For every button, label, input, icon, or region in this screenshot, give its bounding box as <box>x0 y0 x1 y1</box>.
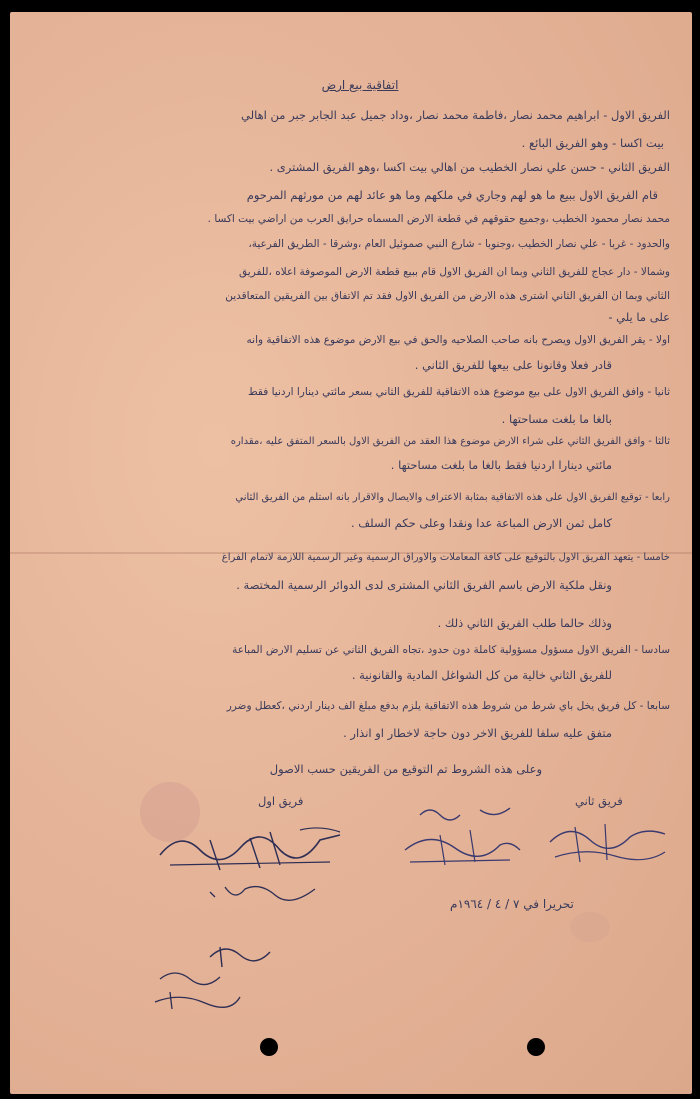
text-line: والحدود - غربا - علي نصار الخطيب ،وجنوبا - شارع النبي صموئيل العام ،وشرقا - الطريق الفرعية، <box>248 238 670 250</box>
text-line: متفق عليه سلفا للفريق الاخر دون حاجة لاخطار او انذار . <box>343 726 612 740</box>
text-line: على ما يلي - <box>608 310 670 324</box>
text-line: ثالثا - وافق الفريق الثاني على شراء الارض موضوع هذا العقد من الفريق الاول بالسعر المتفق عليه ،مقداره <box>230 436 670 447</box>
text-line: ثانيا - وافق الفريق الاول على بيع موضوع هذه الاتفاقية للفريق الثاني بسعر مائتي دينارا اردنيا فقط <box>247 386 670 398</box>
text-line: قام الفريق الاول ببيع ما هو لهم وجاري في ملكهم وما هو عائد لهم من مورثهم المرحوم <box>246 188 658 202</box>
text-line: قادر فعلا وقانونا على بيعها للفريق الثاني . <box>414 358 612 372</box>
text-line: للفريق الثاني خالية من كل الشواغل المادية والقانونية . <box>351 668 612 682</box>
document-title: اتفاقية بيع ارض <box>321 78 399 92</box>
text-line: الفريق الثاني - حسن علي نصار الخطيب من اهالي بيت اكسا ،وهو الفريق المشترى . <box>269 160 670 174</box>
handwritten-names <box>150 937 290 1017</box>
text-line: وذلك حالما طلب الفريق الثاني ذلك . <box>437 616 612 630</box>
party-two-signature <box>545 812 675 872</box>
party-two-label: فريق ثاني <box>575 794 623 808</box>
paper-stain <box>570 912 610 942</box>
text-line: رابعا - توقيع الفريق الاول على هذه الاتفاقية بمثابة الاعتراف والايصال والاقرار بانه استلم من الفريق الثاني <box>235 492 670 503</box>
text-line: سابعا - كل فريق يخل باي شرط من شروط هذه الاتفاقية يلزم بدفع مبلغ الف دينار اردني ،كعطل وضرر <box>226 700 670 712</box>
party-one-handwritten-name <box>205 877 325 907</box>
date-text: تحريرا في ٧ / ٤ / ١٩٦٤م <box>450 897 574 911</box>
text-line: الثاني وبما ان الفريق الثاني اشترى هذه الارض من الفريق الاول فقد تم الاتفاق بين الفريقين المتعاقدين <box>225 290 670 302</box>
text-line: ونقل ملكية الارض باسم الفريق الثاني المشترى لدى الدوائر الرسمية المختصة . <box>236 578 612 592</box>
text-line: بالغا ما بلغت مساحتها . <box>501 412 612 426</box>
text-line: وعلى هذه الشروط تم التوقيع من الفريقين حسب الاصول <box>269 762 542 776</box>
party-one-label: فريق اول <box>258 794 304 808</box>
punch-hole <box>260 1038 278 1056</box>
party-one-signature <box>150 820 350 880</box>
text-line: كامل ثمن الارض المباعة عدا ونقدا وعلى حكم السلف . <box>350 516 612 530</box>
text-line: وشمالا - دار عجاج للفريق الثاني وبما ان الفريق الاول قام ببيع قطعة الارض الموصوفة اعلاه ،للفريق <box>239 266 670 278</box>
document-page <box>10 12 692 1094</box>
text-line: خامسا - يتعهد الفريق الاول بالتوقيع على كافة المعاملات والاوراق الرسمية وغير الرسمية اللازمة لاتمام الفراغ <box>221 552 670 563</box>
text-line: اولا - يقر الفريق الاول ويصرح بانه صاحب الصلاحيه والحق في بيع الارض موضوع هذه الاتفاقية وانه <box>246 334 670 346</box>
text-line: محمد نصار محمود الخطيب ،وجميع حقوقهم في قطعة الارض المسماه حرايق العرب من اراضي بيت اكسا . <box>207 213 670 225</box>
punch-hole <box>527 1038 545 1056</box>
text-line: بيت اكسا - وهو الفريق البائع . <box>521 136 664 150</box>
text-line: سادسا - الفريق الاول مسؤول مسؤولية كاملة دون حدود ،تجاه الفريق الثاني عن تسليم الارض المباعة <box>232 644 670 656</box>
witness-signature <box>400 800 530 880</box>
text-line: مائتي دينارا اردنيا فقط بالغا ما بلغت مساحتها . <box>390 458 612 472</box>
text-line: الفريق الاول - ابراهيم محمد نصار ،فاطمة محمد نصار ،وداد جميل عبد الجابر جبر من اهالي <box>241 108 670 122</box>
